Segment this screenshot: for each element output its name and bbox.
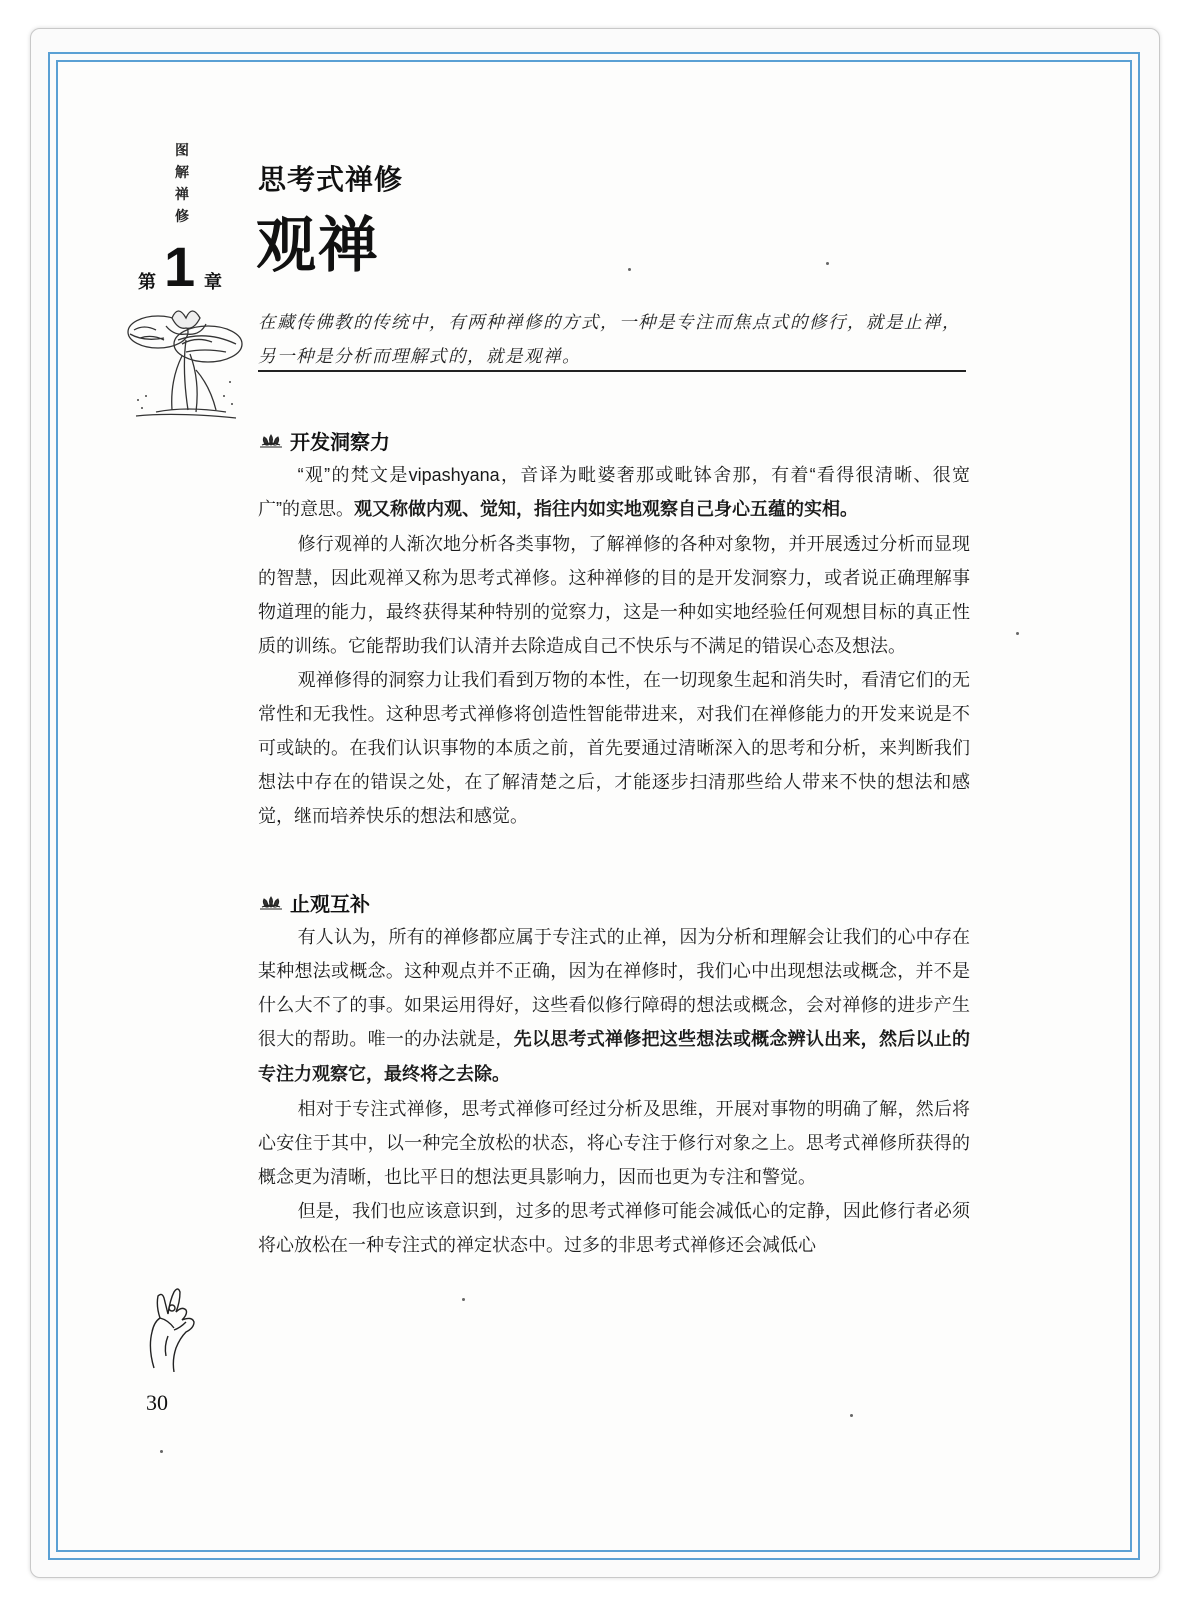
scan-speck [1016,632,1019,635]
paragraph [258,458,970,527]
paragraph-emphasis: 先以思考式禅修把这些想法或概念辨认出来，然后以止的专注力观察它，最终将之去除。 [258,1029,971,1085]
section-heading-complement [258,888,370,917]
chapter-suffix: 章 [204,272,222,293]
lotus-icon [258,895,284,911]
paragraph-text: “观”的梵文是vipashyana，音译为毗婆奢那或毗钵舍那，有着“看得很清晰、很宽广”的意思。 [258,465,970,519]
chapter-number: 1 [164,235,196,298]
divider [258,370,966,372]
lotus-illustration-icon [126,300,246,422]
vertical-book-label [172,140,192,228]
paragraph-emphasis: 观又称做内观、觉知，指往内如实地观察自己身心五蕴的实相。 [354,499,858,520]
paragraph-text: 有人认为，所有的禅修都应属于专注式的止禅，因为分析和理解会让我们的心中存在某种想法或概念。这种观点并不正确，因为在禅修时，我们心中出现想法或概念，并不是什么大不了的事。如果运用得好，这些看似修行障碍的想法或概念，会对禅修的进步产生很大的帮助。唯一的办法就是， [258,927,970,1049]
scan-speck [826,262,829,265]
vertical-char: 禅 [175,187,189,203]
scan-speck [850,1414,853,1417]
section-body-complement [258,920,970,1262]
paragraph [258,920,970,1092]
page-number: 30 [146,1390,168,1415]
chapter-prefix: 第 [138,272,156,293]
chapter-marker [138,235,248,300]
section-heading-insight [258,426,390,455]
section-subtitle: 思考式禅修 [258,163,404,196]
scan-speck [628,268,631,271]
vertical-char: 修 [175,209,189,225]
scan-speck [462,1298,465,1301]
section-body-insight [258,458,970,833]
mudra-hand-icon [140,1272,220,1372]
page-title: 观禅 [256,211,380,281]
section-heading-text: 止观互补 [290,892,370,916]
scan-speck [160,1450,163,1453]
paragraph: 相对于专注式禅修，思考式禅修可经过分析及思维，开展对事物的明确了解，然后将心安住于其中，以一种完全放松的状态，将心专注于修行对象之上。思考式禅修所获得的概念更为清晰，也比平日的想法更具影响力，因而也更为专注和警觉。 [258,1099,970,1187]
paragraph: 但是，我们也应该意识到，过多的思考式禅修可能会减低心的定静，因此修行者必须将心放松在一种专注式的禅定状态中。过多的非思考式禅修还会减低心 [258,1201,970,1255]
lotus-icon [258,433,284,449]
section-heading-text: 开发洞察力 [290,430,390,454]
intro-paragraph: 在藏传佛教的传统中，有两种禅修的方式，一种是专注而焦点式的修行，就是止禅，另一种是分析而理解式的，就是观禅。 [258,313,961,367]
vertical-char: 图 [175,143,189,159]
vertical-char: 解 [175,165,189,181]
paragraph: 修行观禅的人渐次地分析各类事物，了解禅修的各种对象物，并开展透过分析而显现的智慧，因此观禅又称为思考式禅修。这种禅修的目的是开发洞察力，或者说正确理解事物道理的能力，最终获得某种特别的觉察力，这是一种如实地经验任何观想目标的真正性质的训练。它能帮助我们认清并去除造成自己不快乐与不满足的错误心态及想法。 [258,534,970,656]
paragraph: 观禅修得的洞察力让我们看到万物的本性，在一切现象生起和消失时，看清它们的无常性和无我性。这种思考式禅修将创造性智能带进来，对我们在禅修能力的开发来说是不可或缺的。在我们认识事物的本质之前，首先要通过清晰深入的思考和分析，来判断我们想法中存在的错误之处，在了解清楚之后，才能逐步扫清那些给人带来不快的想法和感觉，继而培养快乐的想法和感觉。 [258,670,970,826]
